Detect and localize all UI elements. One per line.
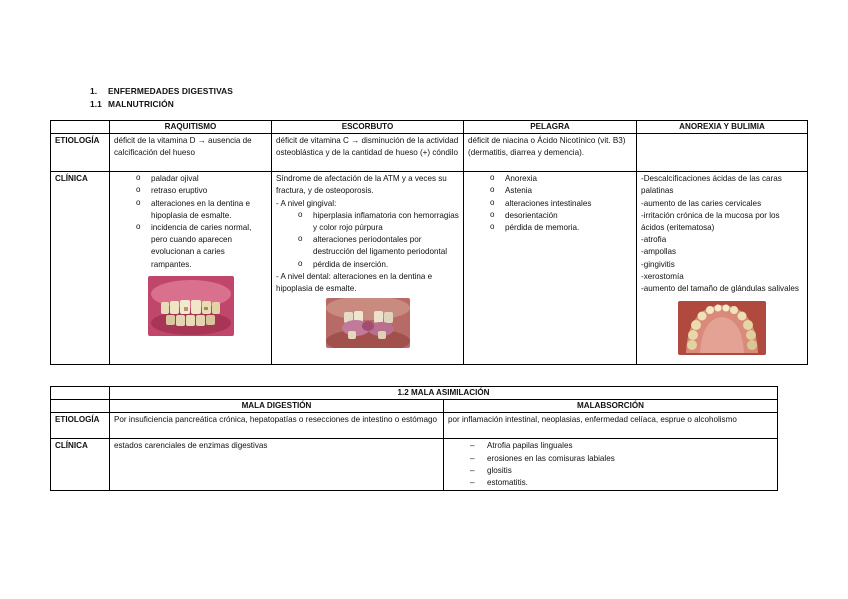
list-item: o Anorexia bbox=[490, 173, 632, 185]
mala-digestion-clinica: estados carenciales de enzimas digestivas bbox=[110, 439, 444, 491]
anorexia-clinica-line: -irritación crónica de la mucosa por los ácidos (eritematosa) bbox=[641, 210, 780, 233]
header-escorbuto: ESCORBUTO bbox=[272, 121, 464, 134]
pelagra-etiologia: déficit de niacina o Ácido Nicotínico (vit. B3) (dermatitis, diarrea y demencia). bbox=[464, 134, 637, 172]
list-item: – glositis bbox=[470, 465, 773, 477]
anorexia-clinica bbox=[637, 172, 808, 365]
heading-number: 1. bbox=[90, 86, 98, 96]
anorexia-clinica-line: -atrofia bbox=[641, 235, 667, 245]
table-row-clinica bbox=[51, 172, 808, 365]
escorbuto-gingival-label: - A nivel gingival: bbox=[276, 198, 337, 208]
raquitismo-clinica-list bbox=[114, 173, 267, 271]
table-title: 1.2 MALA ASIMILACIÓN bbox=[110, 387, 778, 400]
heading-malnutricion bbox=[90, 99, 174, 109]
escorbuto-clinica bbox=[272, 172, 464, 365]
subheading-number: 1.1 bbox=[90, 99, 102, 109]
row-label-etiologia: ETIOLOGÍA bbox=[51, 413, 110, 439]
list-item: o incidencia de caries normal, pero cuando aparecen evolucionan a caries rampantes. bbox=[136, 222, 267, 271]
table-row-clinica bbox=[51, 439, 778, 491]
malabsorcion-etiologia: por inflamación intestinal, neoplasias, enfermedad celíaca, esprue o alcoholismo bbox=[444, 413, 778, 439]
malabsorcion-clinica-list bbox=[448, 440, 773, 489]
table-row-etiologia bbox=[51, 134, 808, 172]
header-raquitismo: RAQUITISMO bbox=[110, 121, 272, 134]
escorbuto-gums-photo bbox=[326, 298, 410, 348]
heading-enfermedades-digestivas bbox=[90, 86, 233, 96]
header-empty bbox=[51, 400, 110, 413]
row-label-etiologia: ETIOLOGÍA bbox=[51, 134, 110, 172]
escorbuto-etiologia: déficit de vitamina C → disminución de la actividad osteoblástica y de la cantidad de hueso (+) cóndilo bbox=[272, 134, 464, 172]
malnutricion-table bbox=[50, 120, 808, 365]
list-item: o alteraciones periodontales por destrucción del ligamento periodontal bbox=[298, 234, 459, 258]
header-pelagra: PELAGRA bbox=[464, 121, 637, 134]
table-title-row bbox=[51, 387, 778, 400]
header-mala-digestion: MALA DIGESTIÓN bbox=[110, 400, 444, 413]
mala-asimilacion-table bbox=[50, 386, 778, 491]
list-item: o Astenia bbox=[490, 185, 632, 197]
row-label-clinica: CLÍNICA bbox=[51, 439, 110, 491]
table-header-row bbox=[51, 121, 808, 134]
anorexia-clinica-line: -gingivitis bbox=[641, 259, 675, 269]
header-anorexia-bulimia: ANOREXIA Y BULIMIA bbox=[637, 121, 808, 134]
table-row-etiologia bbox=[51, 413, 778, 439]
anorexia-clinica-line: -aumento de las caries cervicales bbox=[641, 198, 762, 208]
list-item: o paladar ojival bbox=[136, 173, 267, 185]
row-label-clinica: CLÍNICA bbox=[51, 172, 110, 365]
list-item: o alteraciones intestinales bbox=[490, 198, 632, 210]
list-item: o hiperplasia inflamatoria con hemorragias y color rojo púrpura bbox=[298, 210, 459, 234]
list-item: o alteraciones en la dentina e hipoplasia de esmalte. bbox=[136, 198, 267, 222]
raquitismo-etiologia: déficit de la vitamina D → ausencia de calcificación del hueso bbox=[110, 134, 272, 172]
malabsorcion-clinica bbox=[444, 439, 778, 491]
title-empty bbox=[51, 387, 110, 400]
list-item: – erosiones en las comisuras labiales bbox=[470, 453, 773, 465]
escorbuto-dental: - A nivel dental: alteraciones en la dentina e hipoplasia de esmalte. bbox=[276, 271, 433, 294]
anorexia-clinica-line: -aumento del tamaño de glándulas salivales bbox=[641, 284, 799, 294]
escorbuto-gingival-list bbox=[276, 210, 459, 271]
list-item: – Atrofia papilas linguales bbox=[470, 440, 773, 452]
list-item: – estomatitis. bbox=[470, 477, 773, 489]
anorexia-etiologia bbox=[637, 134, 808, 172]
subheading-text: MALNUTRICIÓN bbox=[108, 99, 174, 109]
mala-digestion-etiologia: Por insuficiencia pancreática crónica, hepatopatías o resecciones de intestino o estómago bbox=[110, 413, 444, 439]
table-header-row bbox=[51, 400, 778, 413]
anorexia-clinica-line: -Descalcificaciones ácidas de las caras palatinas bbox=[641, 174, 782, 196]
anorexia-palatal-photo bbox=[678, 301, 766, 355]
raquitismo-teeth-photo bbox=[148, 276, 234, 336]
list-item: o pérdida de memoria. bbox=[490, 222, 632, 234]
pelagra-clinica bbox=[464, 172, 637, 365]
anorexia-clinica-line: -ampollas bbox=[641, 247, 677, 257]
pelagra-clinica-list bbox=[468, 173, 632, 234]
raquitismo-clinica bbox=[110, 172, 272, 365]
list-item: o retraso eruptivo bbox=[136, 185, 267, 197]
header-empty bbox=[51, 121, 110, 134]
anorexia-clinica-line: -xerostomía bbox=[641, 271, 684, 281]
list-item: o desorientación bbox=[490, 210, 632, 222]
header-malabsorcion: MALABSORCIÓN bbox=[444, 400, 778, 413]
heading-text: ENFERMEDADES DIGESTIVAS bbox=[108, 86, 233, 96]
escorbuto-clinica-intro: Síndrome de afectación de la ATM y a veces su fractura, y de osteoporosis. bbox=[276, 174, 447, 196]
list-item: o pérdida de inserción. bbox=[298, 259, 459, 271]
